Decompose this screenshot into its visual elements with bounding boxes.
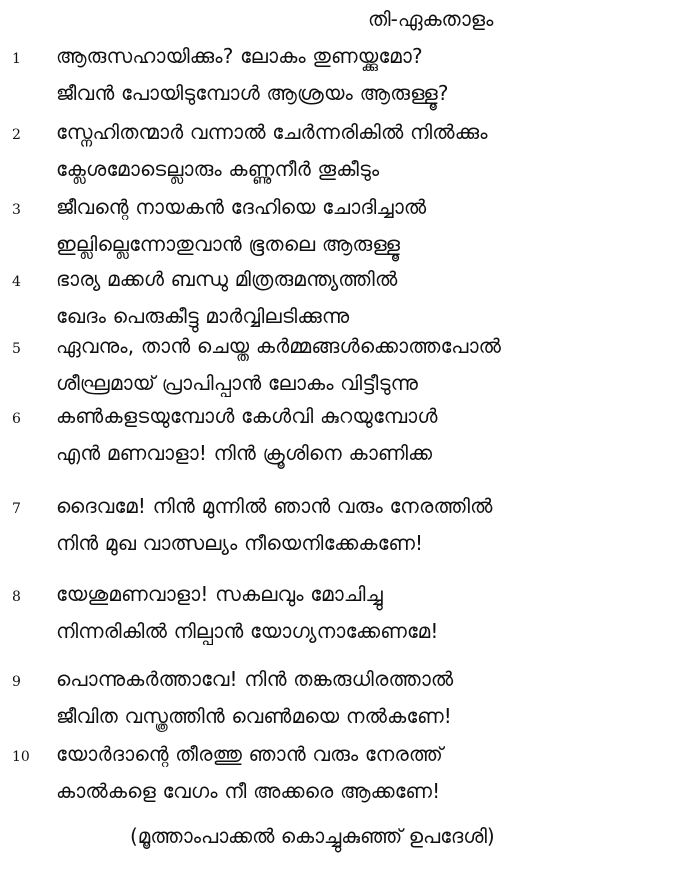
verse-line: പൊന്നുകർത്താവേ! നിൻ തങ്കരുധിരത്താൽ: [56, 667, 454, 691]
verse-line: ഭാര്യ മക്കൾ ബന്ധു മിത്രരുമന്ത്യത്തിൽ: [56, 267, 398, 291]
verse-line: ആരുസഹായിക്കും? ലോകം തുണയ്ക്കുമോ?: [56, 44, 423, 68]
tune-header: തി-ഏകതാളം: [368, 7, 494, 31]
verse-line: ജീവൻ പോയിടുമ്പോൾ ആശ്രയം ആരുള്ളൂ?: [56, 81, 449, 105]
verse-line: ജീവന്റെ നായകൻ ദേഹിയെ ചോദിച്ചാൽ: [56, 195, 427, 219]
verse-number: 5: [12, 341, 21, 357]
verse-line: ദൈവമേ! നിൻ മുന്നിൽ ഞാൻ വരും നേരത്തിൽ: [56, 494, 493, 518]
verse-number: 10: [12, 749, 30, 765]
verse-line: ക്ലേശമോടെല്ലാരും കണ്ണുനീർ തൂകീടും: [56, 157, 380, 181]
verse-line: ഇല്ലില്ലെന്നോതുവാൻ ഭൂതലെ ആരുള്ളൂ: [56, 232, 401, 256]
verse-line: ശീഘ്രമായ് പ്രാപിപ്പാൻ ലോകം വിട്ടീടുന്നു: [56, 371, 419, 395]
verse-number: 2: [12, 127, 21, 143]
verse-number: 3: [12, 202, 21, 218]
verse-number: 4: [12, 274, 21, 290]
author-credit: (മൂത്താംപാക്കൽ കൊച്ചുകുഞ്ഞ് ഉപദേശി): [130, 824, 495, 848]
verse-line: കൺകളടയുമ്പോൾ കേൾവി കുറയുമ്പോൾ: [56, 404, 438, 428]
verse-number: 9: [12, 674, 21, 690]
verse-line: ഖേദം പെരുകീട്ടു മാർവ്വിലടിക്കുന്നു: [56, 304, 350, 328]
verse-line: ജീവിത വസ്ത്രത്തിൻ വെൺമയെ നൽകണേ!: [56, 704, 453, 728]
verse-line: നിന്നരികിൽ നില്പാൻ യോഗ്യനാക്കേണമേ!: [56, 619, 439, 643]
verse-line: യോർദാന്റെ തീരത്തു ഞാൻ വരും നേരത്ത്: [56, 742, 443, 766]
verse-line: സ്നേഹിതന്മാർ വന്നാൽ ചേർന്നരികിൽ നിൽക്കും: [56, 120, 488, 144]
verse-line: യേശുമണവാളാ! സകലവും മോചിച്ചു: [56, 582, 383, 606]
verse-number: 1: [12, 51, 21, 67]
verse-line: നിൻ മുഖ വാത്സല്യം നീയെനിക്കേകണേ!: [56, 531, 424, 555]
verse-line: ഏവനും, താൻ ചെയ്ത കർമ്മങ്ങൾക്കൊത്തപോൽ: [56, 334, 502, 358]
verse-number: 6: [12, 411, 21, 427]
verse-line: എൻ മണവാളാ! നിൻ ക്രൂശിനെ കാണിക്ക: [56, 441, 433, 465]
verse-number: 8: [12, 589, 21, 605]
verse-line: കാൽകളെ വേഗം നീ അക്കരെ ആക്കണേ!: [56, 779, 441, 803]
verse-number: 7: [12, 501, 21, 517]
